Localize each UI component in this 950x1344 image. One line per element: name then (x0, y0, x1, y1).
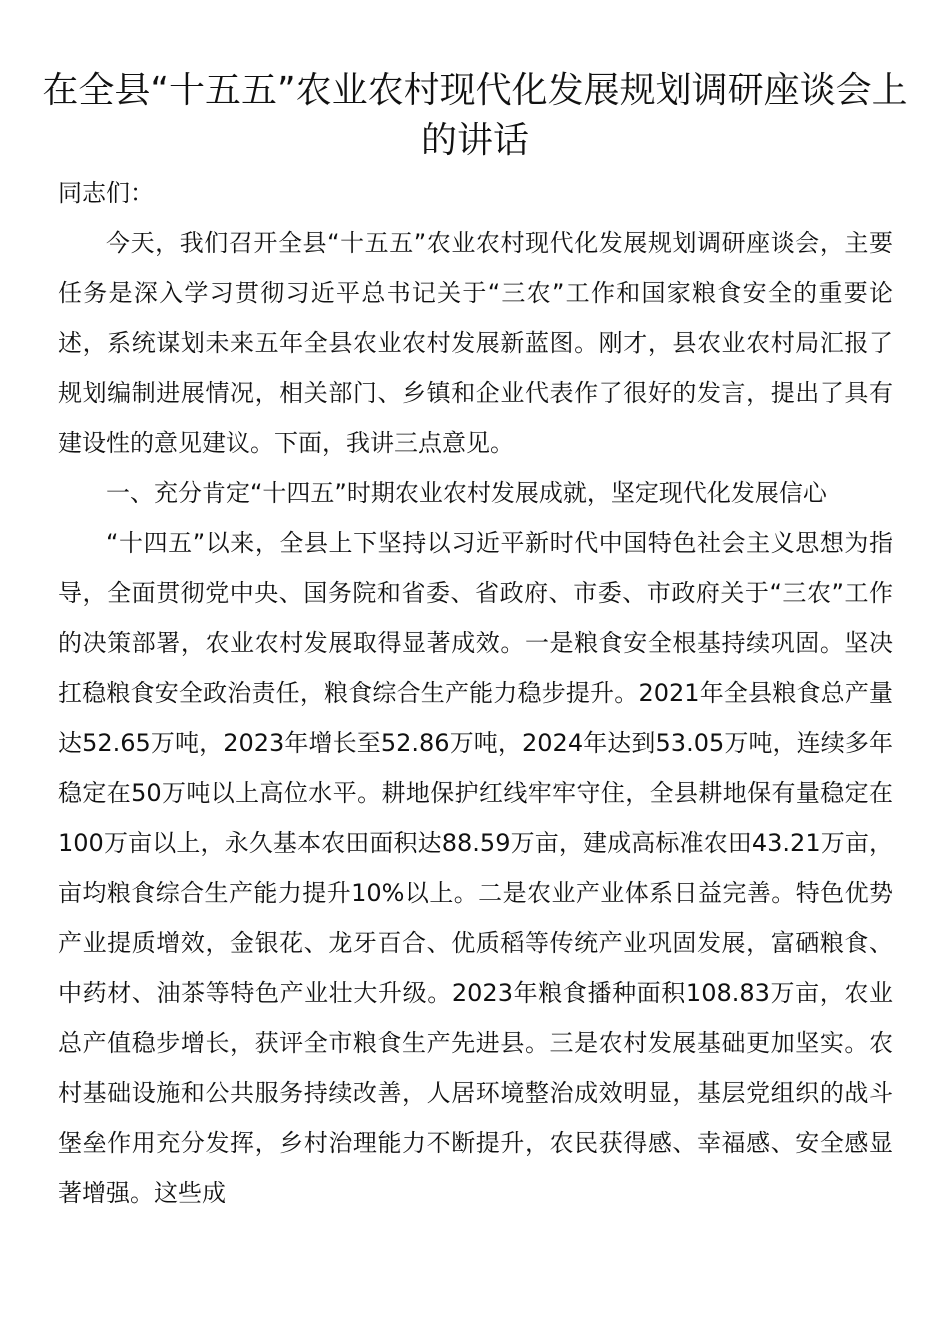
document-title: 在全县“十五五”农业农村现代化发展规划调研座谈会上的讲话 (42, 70, 908, 161)
paragraph-achievements: “十四五”以来，全县上下坚持以习近平新时代中国特色社会主义思想为指导，全面贯彻党中央、国务院和省委、省政府、市委、市政府关于“三农”工作的决策部署，农业农村发展取得显著成效。一是粮食安全根基持续巩固。坚决扛稳粮食安全政治责任，粮食综合生产能力稳步提升。2021年全县粮食总产量达52.65万吨，2023年增长至52.86万吨，2024年达到53.05万吨，连续多年稳定在50万吨以上高位水平。耕地保护红线牢牢守住，全县耕地保有量稳定在100万亩以上，永久基本农田面积达88.59万亩，建成高标准农田43.21万亩，亩均粮食综合生产能力提升10%以上。二是农业产业体系日益完善。特色优势产业提质增效，金银花、龙牙百合、优质稻等传统产业巩固发展，富硒粮食、中药材、油茶等特色产业壮大升级。2023年粮食播种面积108.83万亩，农业总产值稳步增长，获评全市粮食生产先进县。三是农村发展基础更加坚实。农村基础设施和公共服务持续改善，人居环境整治成效明显，基层党组织的战斗堡垒作用充分发挥，乡村治理能力不断提升，农民获得感、幸福感、安全感显著增强。这些成 (58, 529, 893, 1207)
paragraph-intro: 今天，我们召开全县“十五五”农业农村现代化发展规划调研座谈会，主要任务是深入学习贯彻习近平总书记关于“三农”工作和国家粮食安全的重要论述，系统谋划未来五年全县农业农村发展新蓝图。刚才，县农业农村局汇报了规划编制进展情况，相关部门、乡镇和企业代表作了很好的发言，提出了具有建设性的意见建议。下面，我讲三点意见。 (58, 229, 893, 457)
salutation: 同志们： (58, 179, 154, 207)
document-body (58, 168, 893, 1218)
section-heading-1: 一、充分肯定“十四五”时期农业农村发展成就，坚定现代化发展信心 (106, 479, 827, 507)
